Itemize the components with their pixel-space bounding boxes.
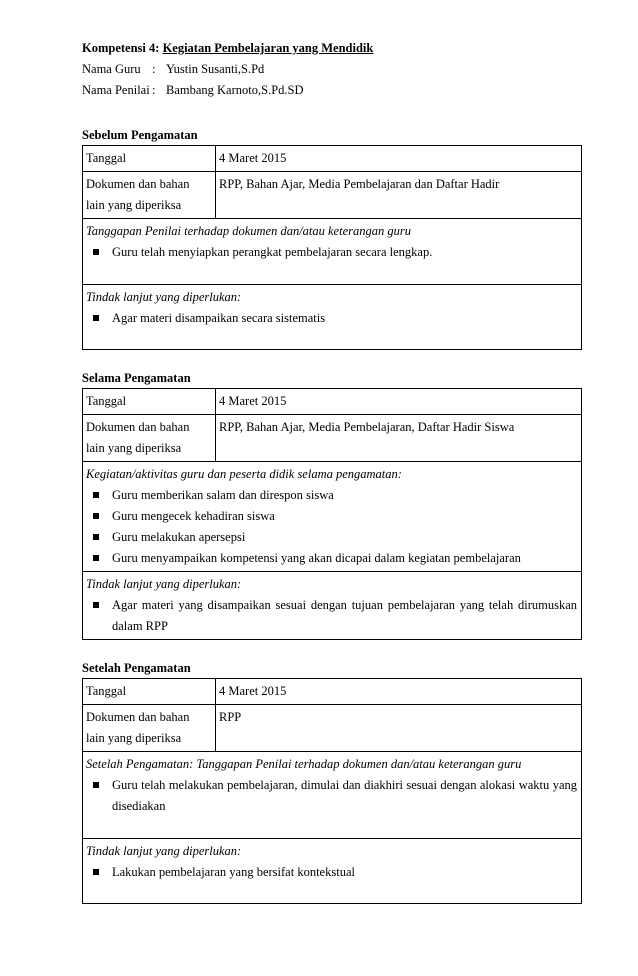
sebelum-tanggapan-cell: [83, 219, 582, 285]
selama-tindak-cell: [83, 572, 582, 640]
selama-table: [82, 388, 582, 640]
sebelum-tindak-cell: [83, 285, 582, 350]
list-item: Guru memberikan salam dan direspon siswa: [86, 485, 577, 506]
kompetensi-line: [82, 38, 582, 59]
setelah-tanggapan-cell: [83, 752, 582, 839]
setelah-table: [82, 678, 582, 904]
selama-tanggal-label: Tanggal: [83, 389, 216, 415]
list-item: Guru telah melakukan pembelajaran, dimulai dan diakhiri sesuai dengan alokasi waktu yang disediakan: [86, 775, 577, 817]
nama-guru-label: Nama Guru: [82, 62, 141, 76]
sebelum-dokumen-value: RPP, Bahan Ajar, Media Pembelajaran dan Daftar Hadir: [216, 172, 582, 219]
sebelum-tindak-label: Tindak lanjut yang diperlukan:: [86, 290, 242, 304]
list-item: Agar materi disampaikan secara sistematis: [86, 308, 577, 329]
setelah-tanggal-value: 4 Maret 2015: [216, 679, 582, 705]
setelah-dokumen-value: RPP: [216, 705, 582, 752]
setelah-tanggal-label: Tanggal: [83, 679, 216, 705]
setelah-title: Setelah Pengamatan: [82, 661, 191, 675]
document-page: [82, 38, 582, 904]
selama-tindak-label: Tindak lanjut yang diperlukan:: [86, 577, 242, 591]
selama-dokumen-value: RPP, Bahan Ajar, Media Pembelajaran, Daftar Hadir Siswa: [216, 415, 582, 462]
separator: :: [152, 62, 156, 76]
list-item: Guru menyampaikan kompetensi yang akan dicapai dalam kegiatan pembelajaran: [86, 548, 577, 569]
setelah-dokumen-label: Dokumen dan bahan lain yang diperiksa: [83, 705, 216, 752]
list-item: Guru telah menyiapkan perangkat pembelajaran secara lengkap.: [86, 242, 577, 263]
selama-tanggal-value: 4 Maret 2015: [216, 389, 582, 415]
setelah-tindak-cell: [83, 839, 582, 904]
nama-penilai-line: [82, 80, 582, 101]
sebelum-dokumen-label: Dokumen dan bahan lain yang diperiksa: [83, 172, 216, 219]
selama-dokumen-label: Dokumen dan bahan lain yang diperiksa: [83, 415, 216, 462]
sebelum-tanggal-value: 4 Maret 2015: [216, 146, 582, 172]
list-item: Guru mengecek kehadiran siswa: [86, 506, 577, 527]
nama-guru-line: [82, 59, 582, 80]
selama-kegiatan-label: Kegiatan/aktivitas guru dan peserta didik selama pengamatan:: [86, 467, 402, 481]
separator: :: [152, 83, 156, 97]
sebelum-title: Sebelum Pengamatan: [82, 128, 198, 142]
setelah-tindak-label: Tindak lanjut yang diperlukan:: [86, 844, 242, 858]
selama-kegiatan-cell: [83, 462, 582, 572]
kompetensi-value: Kegiatan Pembelajaran yang Mendidik: [162, 41, 374, 55]
selama-title: Selama Pengamatan: [82, 371, 191, 385]
nama-guru-value: Yustin Susanti,S.Pd: [166, 62, 265, 76]
list-item: Lakukan pembelajaran yang bersifat kontekstual: [86, 862, 577, 883]
sebelum-tanggal-label: Tanggal: [83, 146, 216, 172]
list-item: Agar materi yang disampaikan sesuai dengan tujuan pembelajaran yang telah dirumuskan dalam RPP: [86, 595, 577, 637]
sebelum-tanggapan-label: Tanggapan Penilai terhadap dokumen dan/atau keterangan guru: [86, 224, 411, 238]
list-item: Guru melakukan apersepsi: [86, 527, 577, 548]
nama-penilai-value: Bambang Karnoto,S.Pd.SD: [166, 83, 304, 97]
nama-penilai-label: Nama Penilai: [82, 83, 150, 97]
sebelum-table: [82, 145, 582, 350]
setelah-tanggapan-label: Setelah Pengamatan: Tanggapan Penilai terhadap dokumen dan/atau keterangan guru: [86, 757, 522, 771]
kompetensi-label: Kompetensi 4:: [82, 41, 160, 55]
